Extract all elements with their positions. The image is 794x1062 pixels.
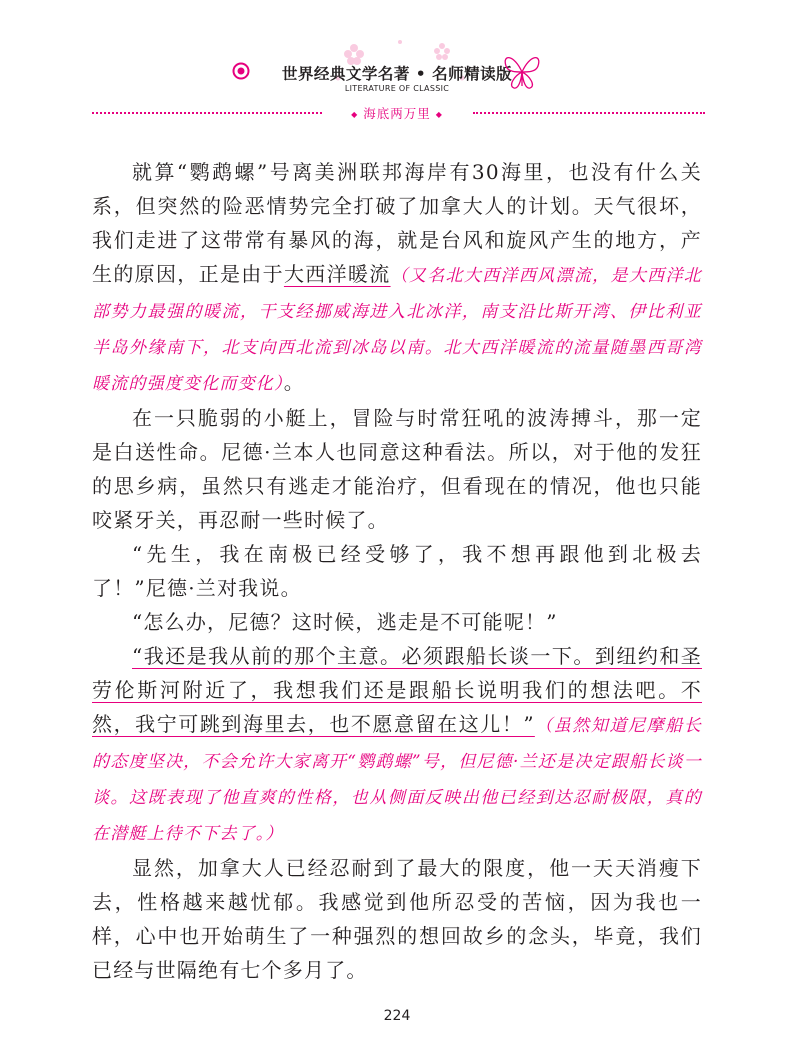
annotation-note-1: （又名北大西洋西风漂流，是大西洋北部势力最强的暖流，干支经挪威海进入北冰洋，南支沿比斯开湾、伊比利亚半岛外缘南下，北支向西北流到冰岛以南。北大西洋暖流的流量随墨西哥湾暖流的强度变化而变化） (92, 266, 702, 394)
paragraph-1-text: 就算“鹦鹉螺”号离美洲联邦海岸有30海里，也没有什么关系，但突然的险恶情势完全打破了加拿大人的计划。天气很坏，我们走进了这带常有暴风的海，就是台风和旋风产生的地方，产生的原因，正是由于 (92, 160, 702, 286)
page-body (92, 155, 702, 987)
book-title-text: 海底两万里 (363, 106, 431, 121)
annotation-note-2: （虽然知道尼摩船长的态度坚决，不会允许大家离开“鹦鹉螺”号，但尼德·兰还是决定跟船长谈一谈。这既表现了他直爽的性格，也从侧面反映出他已经到达忍耐极限，真的在潜艇上待不下去了。） (92, 716, 702, 844)
diamond-right-icon: ◆ (435, 110, 443, 119)
diamond-left-icon: ◆ (351, 110, 359, 119)
series-title: 世界经典文学名著 • 名师精读版 (281, 65, 513, 83)
paragraph-1-end: 。 (283, 370, 305, 394)
annotated-term: 大西洋暖流 (283, 262, 391, 286)
book-title (322, 104, 472, 122)
paragraph-3: “先生，我在南极已经受够了，我不想再跟他到北极去了！”尼德·兰对我说。 (92, 542, 702, 600)
series-subtitle: LITERATURE OF CLASSIC (344, 84, 450, 93)
page-header (0, 0, 794, 130)
paragraph-2: 在一只脆弱的小艇上，冒险与时常狂吼的波涛搏斗，那一定是白送性命。尼德·兰本人也同意这种看法。所以，对于他的发狂的思乡病，虽然只有逃走才能治疗，但看现在的情况，他也只能咬紧牙关，再忍耐一些时候了。 (92, 406, 702, 532)
paragraph-4: “怎么办，尼德？这时候，逃走是不可能呢！” (132, 610, 558, 634)
butterfly-icon (500, 52, 544, 92)
paragraph-1 (92, 155, 702, 401)
paragraph-6: 显然，加拿大人已经忍耐到了最大的限度，他一天天消瘦下去，性格越来越忧郁。我感觉到他所忍受的苦恼，因为我也一样，心中也开始萌生了一种强烈的想回故乡的念头，毕竟，我们已经与世隔绝有七个多月了。 (92, 856, 702, 982)
header-rule-right (473, 112, 705, 114)
page-number: 224 (383, 1008, 411, 1024)
header-rule-left (92, 112, 322, 114)
paragraph-5 (92, 639, 702, 851)
underlined-quote: “我还是我从前的那个主意。必须跟船长谈一下。到纽约和圣劳伦斯河附近了，我想我们还是跟船长说明我们的想法吧。不然，我宁可跳到海里去，也不愿意留在这儿！” (92, 644, 702, 736)
